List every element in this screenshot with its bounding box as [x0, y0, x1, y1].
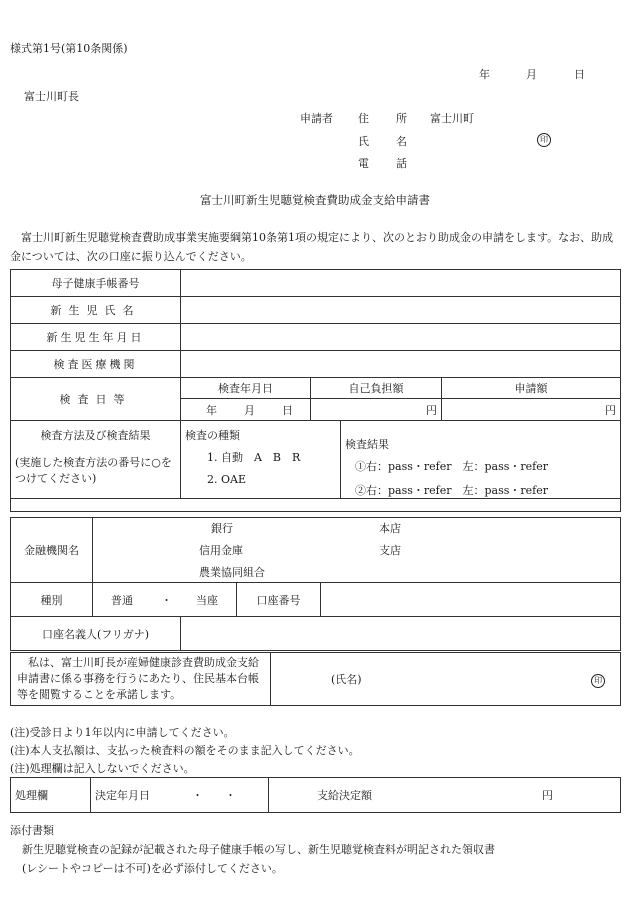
exam-result-cell	[341, 421, 621, 499]
date-month: 月	[526, 68, 537, 81]
name-label: 氏 名	[358, 135, 415, 148]
note-2: (注)本人支払額は、支払った検査料の額をそのまま記入してください。	[10, 744, 360, 757]
exam-type-label: 検査の種類	[185, 429, 240, 442]
newborn-name-label: 新生児氏名	[11, 297, 181, 324]
applicant-seal	[537, 132, 551, 147]
bank-type-shinkin: 信用金庫	[199, 544, 243, 557]
consent-text: 私は、富士川町長が産婦健康診査費助成金支給申請書に係る事務を行うにあたり、住民基本台帳等を閲覧することを承諾します。	[11, 653, 271, 706]
attachments-label: 添付書類	[10, 824, 54, 837]
exam-type-2[interactable]: 2. OAE	[207, 473, 246, 486]
account-number-field[interactable]	[321, 583, 621, 617]
separator-row	[11, 499, 621, 512]
seal-icon: 印	[591, 674, 605, 688]
head-office: 本店	[379, 522, 401, 535]
mch-handbook-field[interactable]	[181, 270, 621, 297]
address-label: 住 所	[358, 112, 415, 125]
newborn-dob-field[interactable]	[181, 324, 621, 351]
address-value: 富士川町	[430, 112, 474, 125]
account-number-label: 口座番号	[237, 583, 321, 617]
exam-date-field[interactable]: 年 月 日	[181, 399, 311, 421]
applied-amount-field[interactable]: 円	[442, 399, 621, 421]
bank-type-agri: 農業協同組合	[199, 566, 265, 579]
seal-icon: 印	[537, 133, 551, 147]
form-number: 様式第1号(第10条関係)	[10, 42, 128, 55]
method-label-cell	[11, 421, 181, 499]
payment-label: 支給決定額	[317, 789, 372, 802]
payment-field: 支給決定額 円	[269, 778, 621, 813]
method-label: 検査方法及び検査結果	[40, 429, 151, 442]
account-type-ordinary: 普通	[111, 593, 133, 607]
attachments-line-1: 新生児聴覚検査の記録が記載された母子健康手帳の写し、新生児聴覚検査料が明記された領収書	[22, 843, 495, 856]
addressee: 富士川町長	[24, 90, 79, 103]
applicant-label: 申請者	[300, 112, 333, 125]
bank-table	[10, 517, 621, 651]
consent-name-label: (氏名)	[331, 672, 362, 686]
result-label: 検査結果	[345, 438, 389, 451]
bank-field[interactable]	[93, 518, 621, 583]
processing-label: 処理欄	[11, 778, 91, 813]
method-note: (実施した検査方法の番号に○をつけてください)	[15, 456, 172, 485]
self-pay-header: 自己負担額	[311, 378, 442, 399]
account-type-label: 種別	[11, 583, 93, 617]
clinic-field[interactable]	[181, 351, 621, 378]
decision-date-label: 決定年月日	[95, 789, 150, 802]
intro-paragraph: 富士川町新生児聴覚検査費助成事業実施要綱第10条第1項の規定により、次のとおり助成金の申請をします。なお、助成金については、次の口座に振り込んでください。	[10, 231, 614, 263]
exam-type-cell	[181, 421, 341, 499]
consent-signature-field[interactable]	[271, 653, 621, 706]
account-type-current: 当座	[196, 593, 218, 607]
document-title: 富士川町新生児聴覚検査費助成金支給申請書	[200, 193, 430, 207]
account-holder-label: 口座名義人(フリガナ)	[11, 617, 181, 651]
branch: 支店	[379, 544, 401, 557]
account-type-field[interactable]: 普通 ・ 当座	[93, 583, 237, 617]
exam-date-header: 検査年月日	[181, 378, 311, 399]
bank-type-bank: 銀行	[211, 522, 233, 535]
note-3: (注)処理欄は記入しないでください。	[10, 762, 195, 775]
decision-date-field: 決定年月日 ・ ・	[91, 778, 269, 813]
application-table	[10, 269, 621, 512]
bank-label: 金融機関名	[11, 518, 93, 583]
mch-handbook-label: 母子健康手帳番号	[11, 270, 181, 297]
newborn-dob-label: 新生児生年月日	[11, 324, 181, 351]
clinic-label: 検査医療機関	[11, 351, 181, 378]
exam-date-label: 検査日等	[11, 378, 181, 421]
attachments-line-2: (レシートやコピーは不可)を必ず添付してください。	[22, 862, 283, 875]
applied-amount-header: 申請額	[442, 378, 621, 399]
consent-table	[10, 652, 621, 706]
processing-table	[10, 777, 621, 813]
result-2[interactable]: ②右：pass・refer 左：pass・refer	[355, 484, 548, 497]
phone-label: 電 話	[358, 157, 415, 170]
newborn-name-field[interactable]	[181, 297, 621, 324]
exam-type-1[interactable]: 1. 自動 A B R	[207, 451, 301, 464]
date-year: 年	[479, 68, 490, 81]
account-holder-field[interactable]	[181, 617, 621, 651]
self-pay-field[interactable]: 円	[311, 399, 442, 421]
result-1[interactable]: ①右：pass・refer 左：pass・refer	[355, 460, 548, 473]
note-1: (注)受診日より1年以内に申請してください。	[10, 726, 235, 739]
date-day: 日	[574, 68, 585, 81]
